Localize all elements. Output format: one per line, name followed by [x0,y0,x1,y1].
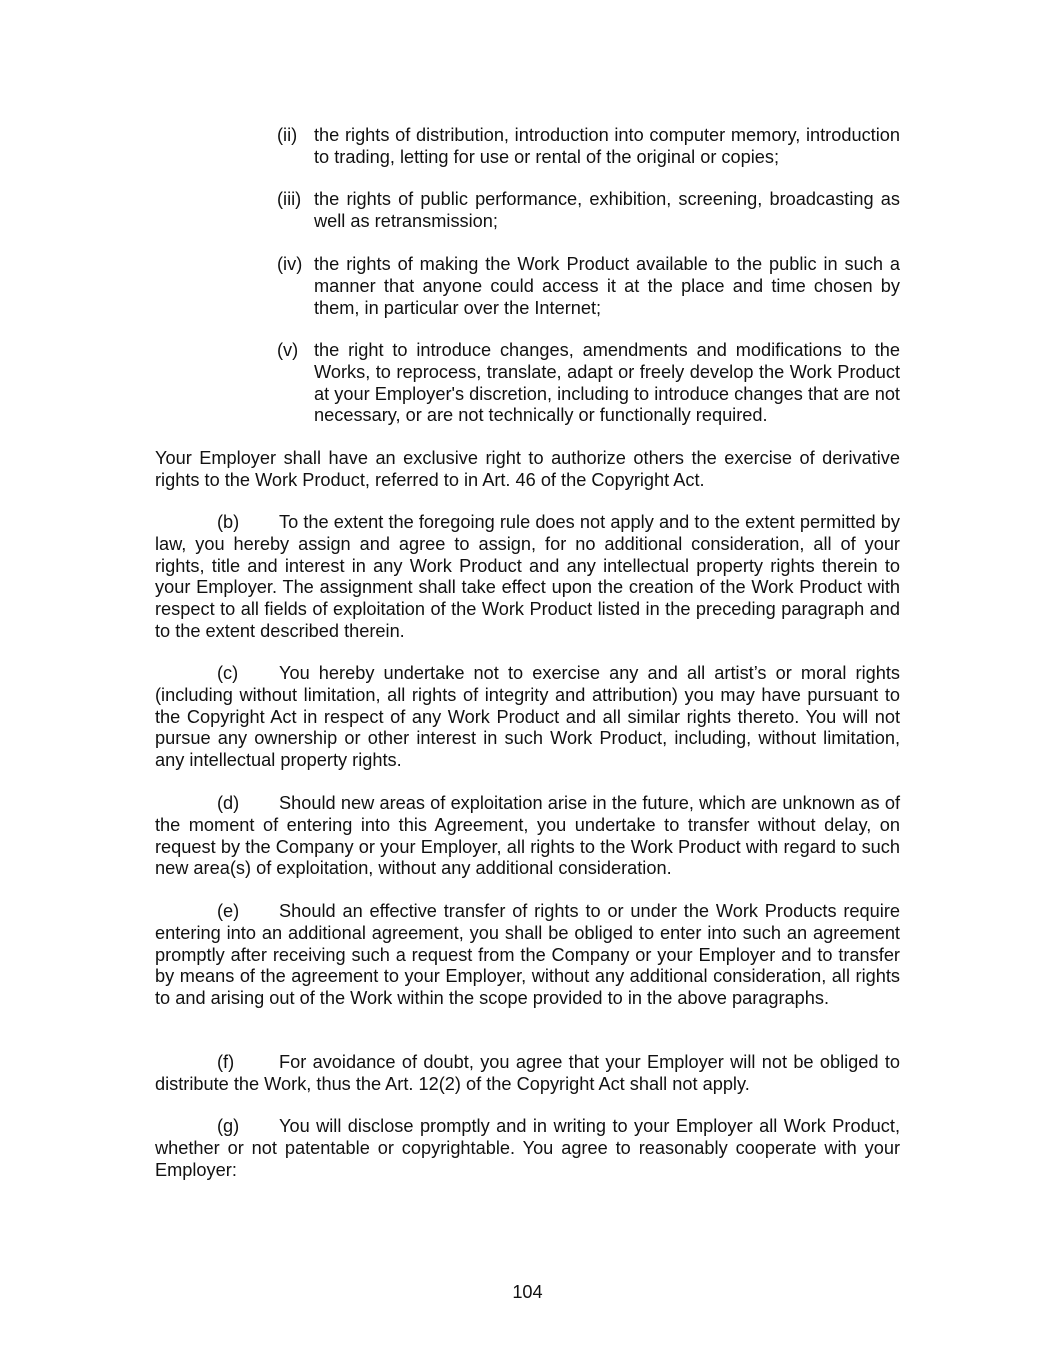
paragraph-text: Should new areas of exploitation arise in the future, which are unknown as of the moment of entering into this Agreement, you undertake to transfer without delay, on request by the Company or your Employer, all rights to the Work Product with regard to such new area(s) of exploitation, without any additional consideration. [155,793,900,879]
list-item-text: the right to introduce changes, amendments and modifications to the Works, to reprocess, translate, adapt or freely develop the Work Product at your Employer's discretion, including to introduce changes that are not necessary, or are not technically or functionally required. [314,340,900,426]
paragraph-marker: (g) [217,1116,240,1136]
paragraph-d [155,793,900,880]
list-item-text: the rights of making the Work Product available to the public in such a manner that anyone could access it at the place and time chosen by them, in particular over the Internet; [314,254,900,318]
list-item-ii [277,125,900,169]
paragraph-c [155,663,900,772]
list-item-iv [277,254,900,319]
list-marker: (v) [277,340,299,360]
list-marker: (iii) [277,189,302,209]
page-number: 104 [512,1282,543,1302]
list-marker: (iv) [277,254,303,274]
paragraph-g [155,1116,900,1181]
paragraph-text: Should an effective transfer of rights to or under the Work Products require entering into an additional agreement, you shall be obliged to enter into such an agreement promptly after receiving such a request from the Company or your Employer and to transfer by means of the agreement to your Employer, without any additional consideration, all rights to and arising out of the Work within the scope provided to in the above paragraphs. [155,901,900,1009]
list-item-text: the rights of public performance, exhibition, screening, broadcasting as well as retransmission; [314,189,900,231]
list-item-v [277,340,900,427]
list-item-iii [277,189,900,233]
paragraph-text: You hereby undertake not to exercise any and all artist’s or moral rights (including without limitation, all rights of integrity and attribution) you may have pursuant to the Copyright Act in respect of any Work Product and all similar rights thereto. You will not pursue any ownership or other interest in such Work Product, including, without limitation, any intellectual property rights. [155,663,900,771]
paragraph-e [155,901,900,1010]
paragraph-text: You will disclose promptly and in writing to your Employer all Work Product, whether or not patentable or copyrightable. You agree to reasonably cooperate with your Employer: [155,1116,900,1180]
derivative-rights-paragraph: Your Employer shall have an exclusive right to authorize others the exercise of derivative rights to the Work Product, referred to in Art. 46 of the Copyright Act. [155,448,900,490]
paragraph-marker: (e) [217,901,240,921]
paragraph-marker: (c) [217,663,239,683]
paragraph-text: For avoidance of doubt, you agree that your Employer will not be obliged to distribute the Work, thus the Art. 12(2) of the Copyright Act shall not apply. [155,1052,900,1094]
paragraph-b [155,512,900,643]
paragraph-f [155,1052,900,1096]
list-marker: (ii) [277,125,298,145]
list-item-text: the rights of distribution, introduction into computer memory, introduction to trading, letting for use or rental of the original or copies; [314,125,900,167]
paragraph-marker: (f) [217,1052,235,1072]
paragraph-marker: (d) [217,793,240,813]
paragraph-text: To the extent the foregoing rule does not apply and to the extent permitted by law, you hereby assign and agree to assign, for no additional consideration, all of your rights, title and interest in any Work Product and any intellectual property rights therein to your Employer. The assignment shall take effect upon the creation of the Work Product with respect to all fields of exploitation of the Work Product listed in the preceding paragraph and to the extent described therein. [155,512,900,641]
paragraph-marker: (b) [217,512,240,532]
